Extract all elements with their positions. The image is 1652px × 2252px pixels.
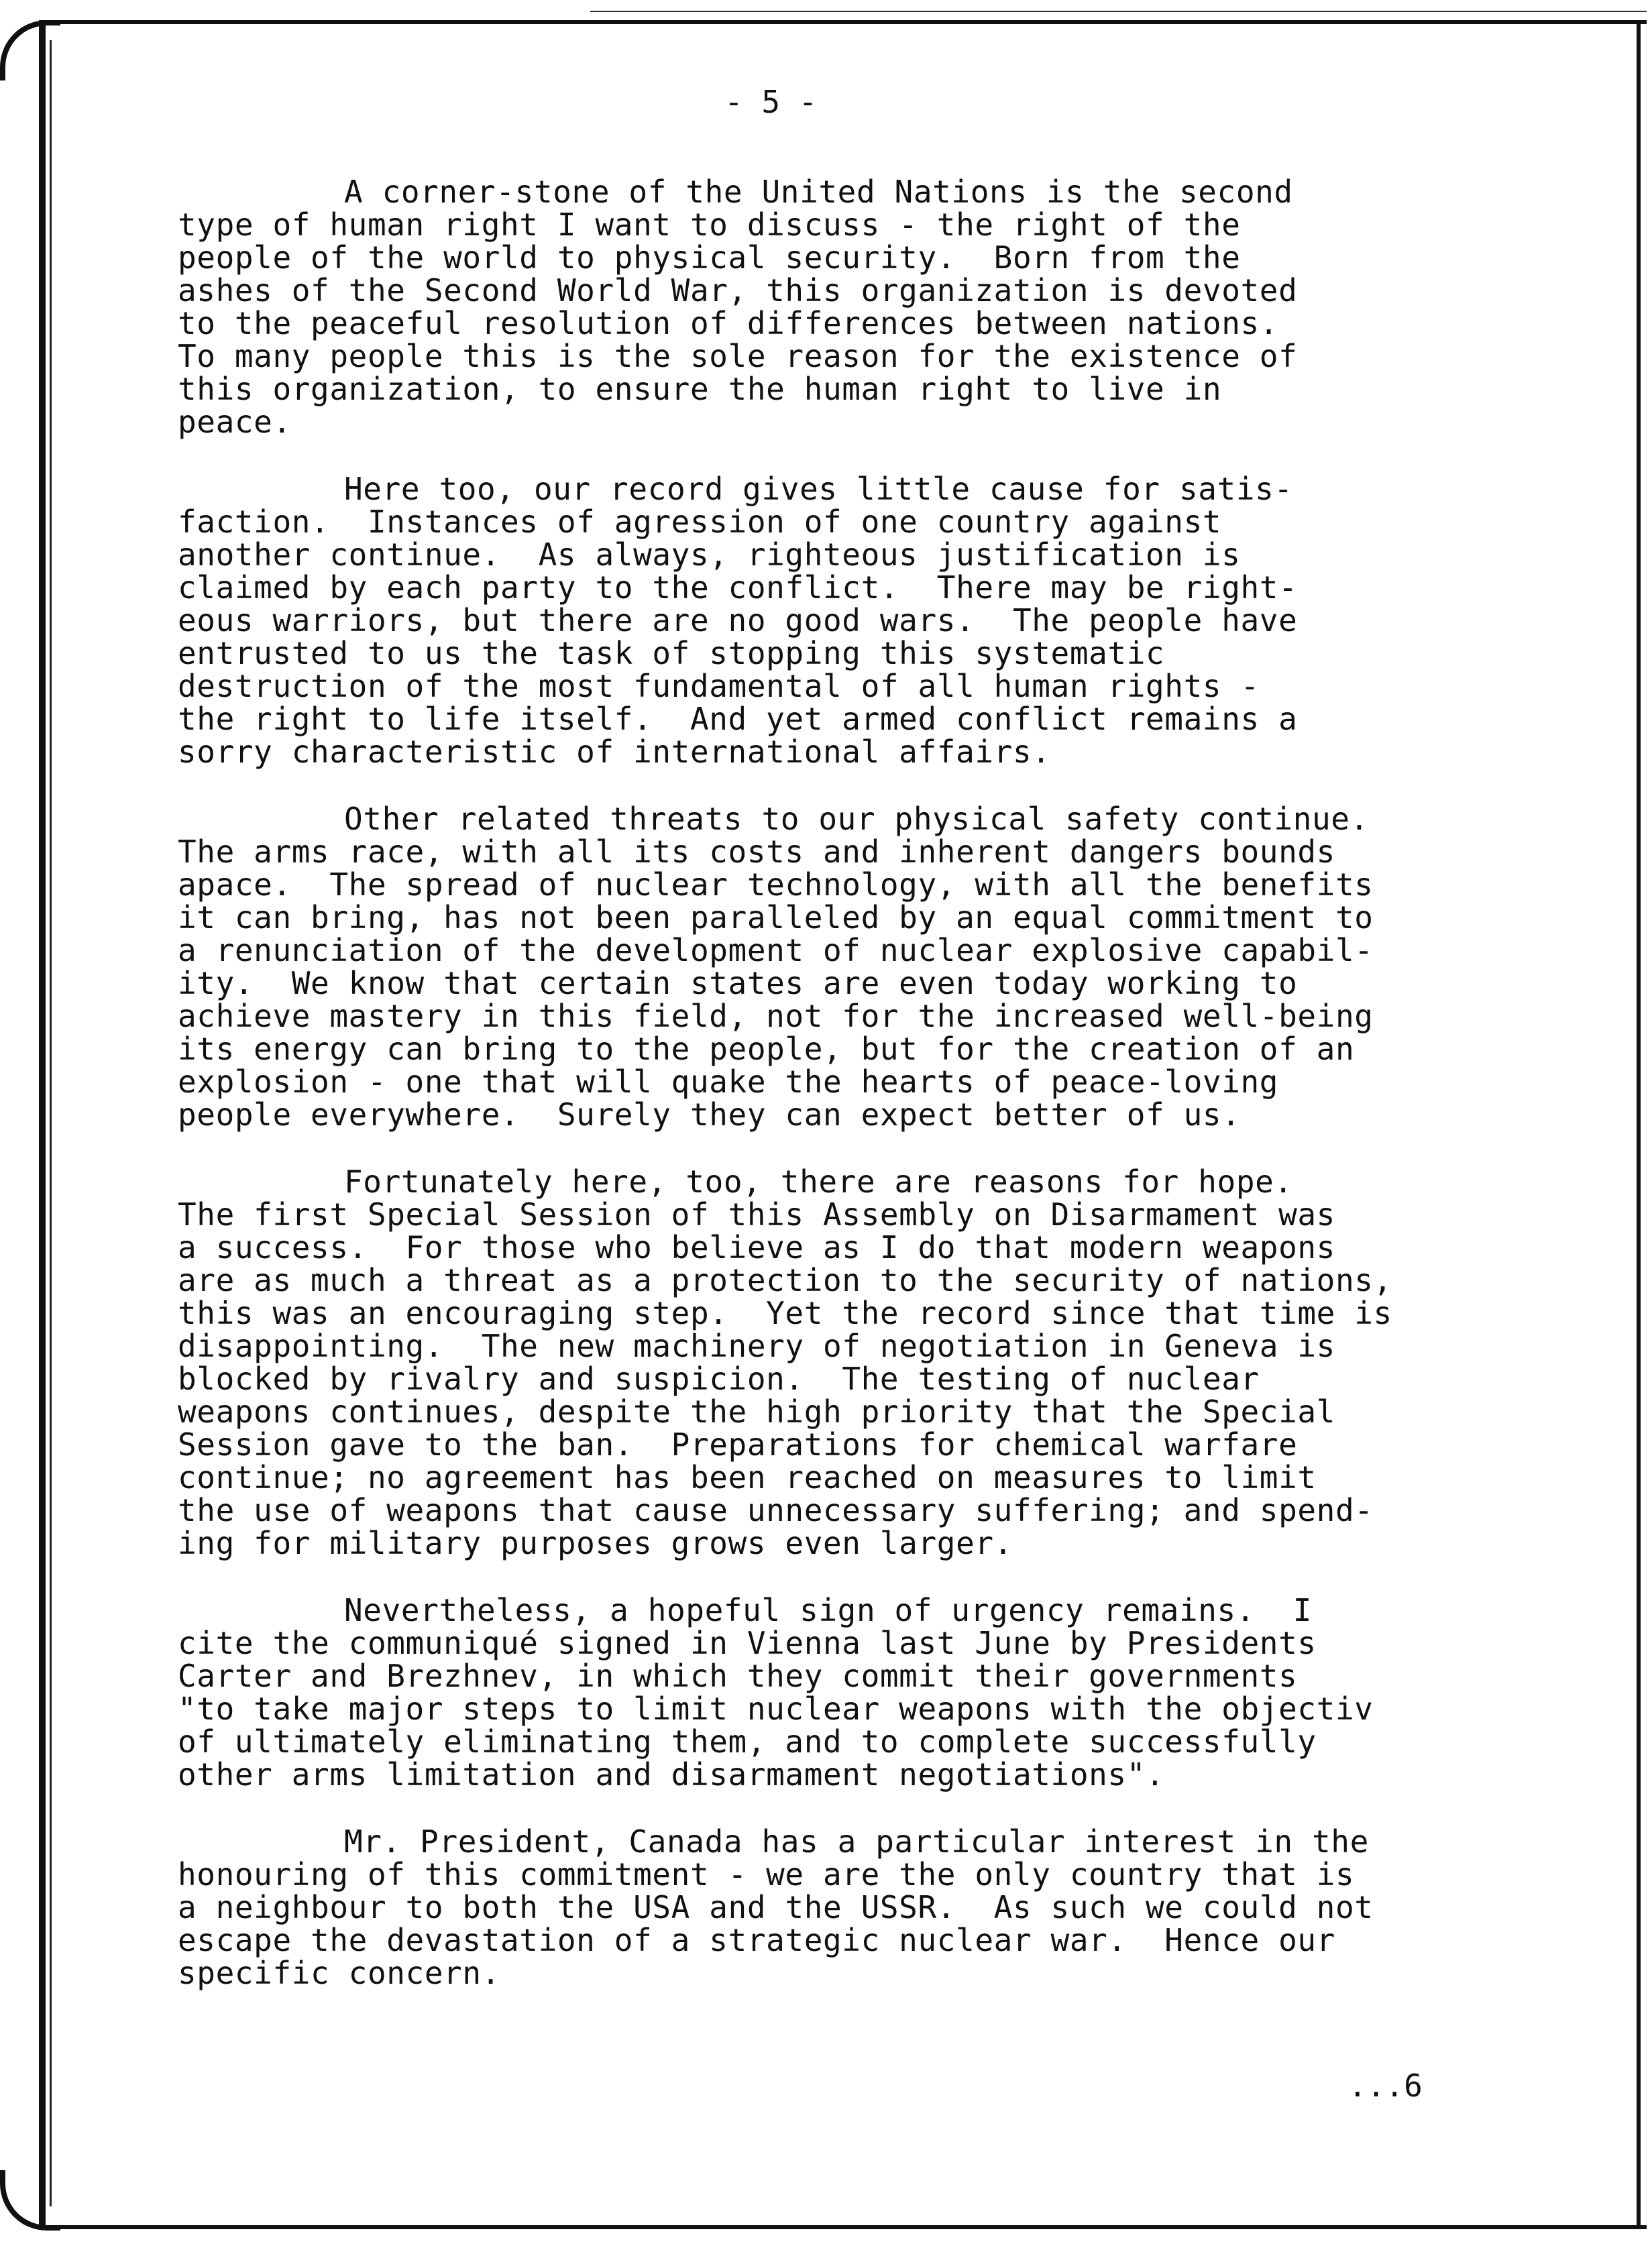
text-line: type of human right I want to discuss - the right of the [178,207,1241,243]
text-line: the use of weapons that cause unnecessary suffering; and spend- [178,1492,1374,1528]
page-corner-bottom [0,2170,60,2231]
text-line: The first Special Session of this Assembly on Disarmament was [178,1196,1335,1233]
text-line: faction. Instances of agression of one country against [178,504,1222,540]
text-line: this was an encouraging step. Yet the record since that time is [178,1295,1392,1331]
text-line: specific concern. [178,1955,501,1991]
text-line: eous warriors, but there are no good wars. The people have [178,602,1298,638]
text-line: to the peaceful resolution of differences between nations. [178,305,1279,341]
text-line: Other related threats to our physical safety continue. [344,801,1369,837]
paragraph-2 [178,473,1519,769]
continuation-marker: ...6 [1348,2068,1423,2104]
text-line: a success. For those who believe as I do that modern weapons [178,1229,1335,1265]
text-line: weapons continues, despite the high priority that the Special [178,1394,1335,1430]
text-line: of ultimately eliminating them, and to complete successfully [178,1724,1317,1760]
page-frame-top-thin [590,11,1647,12]
text-line: Carter and Brezhnev, in which they commit their governments [178,1658,1298,1694]
text-line: entrusted to us the task of stopping this systematic [178,635,1165,671]
page-frame-bottom [40,2225,1647,2229]
page-corner-top [0,20,60,80]
text-line: blocked by rivalry and suspicion. The testing of nuclear [178,1361,1260,1397]
text-line: achieve mastery in this field, not for the increased well-being [178,998,1374,1034]
page-frame-left [39,20,46,2229]
paragraph-3 [178,803,1519,1131]
page-frame-right [1637,20,1641,2229]
text-line: honouring of this commitment - we are the only country that is [178,1856,1355,1893]
text-line: Here too, our record gives little cause for satis- [344,471,1293,507]
paragraph-1 [178,176,1519,439]
text-line: a neighbour to both the USA and the USSR. As such we could not [178,1889,1374,1925]
text-line: claimed by each party to the conflict. There may be right- [178,569,1298,606]
text-line: A corner-stone of the United Nations is the second [344,174,1293,210]
text-line: people everywhere. Surely they can expect better of us. [178,1096,1241,1133]
paragraph-6 [178,1825,1519,1990]
document-body [178,176,1519,2024]
text-line: its energy can bring to the people, but for the creation of an [178,1031,1355,1067]
text-line: peace. [178,404,292,440]
text-line: a renunciation of the development of nuclear explosive capabil- [178,932,1374,968]
text-line: the right to life itself. And yet armed conflict remains a [178,701,1298,737]
text-line: ity. We know that certain states are even today working to [178,965,1298,1001]
text-line: To many people this is the sole reason for the existence of [178,338,1298,374]
text-line: it can bring, has not been paralleled by an equal commitment to [178,899,1374,936]
text-line: escape the devastation of a strategic nuclear war. Hence our [178,1922,1335,1958]
text-line: Nevertheless, a hopeful sign of urgency remains. I [344,1592,1313,1628]
text-line: are as much a threat as a protection to the security of nations, [178,1262,1392,1298]
text-line: "to take major steps to limit nuclear weapons with the objectiv [178,1691,1374,1727]
text-line: continue; no agreement has been reached on measures to limit [178,1459,1317,1496]
text-line: sorry characteristic of international affairs. [178,734,1051,770]
page-number: - 5 - [724,84,818,120]
page-frame-left-inner [50,40,52,2206]
text-line: The arms race, with all its costs and inherent dangers bounds [178,834,1335,870]
text-line: Session gave to the ban. Preparations for chemical warfare [178,1426,1298,1463]
text-line: cite the communiqué signed in Vienna last June by Presidents [178,1625,1317,1661]
text-line: another continue. As always, righteous justification is [178,537,1241,573]
text-line: this organization, to ensure the human right to live in [178,371,1222,407]
paragraph-5 [178,1594,1519,1791]
text-line: other arms limitation and disarmament negotiations". [178,1756,1165,1793]
text-line: explosion - one that will quake the hearts of peace-loving [178,1064,1279,1100]
text-line: disappointing. The new machinery of negotiation in Geneva is [178,1328,1335,1364]
text-line: apace. The spread of nuclear technology, with all the benefits [178,866,1374,903]
text-line: Fortunately here, too, there are reasons for hope. [344,1164,1293,1200]
paragraph-4 [178,1166,1519,1560]
text-line: Mr. President, Canada has a particular interest in the [344,1823,1369,1860]
text-line: people of the world to physical security. Born from the [178,239,1241,276]
text-line: ing for military purposes grows even larger. [178,1525,1013,1561]
page-frame-top [40,20,1647,24]
text-line: destruction of the most fundamental of all human rights - [178,668,1260,704]
text-line: ashes of the Second World War, this organization is devoted [178,272,1298,308]
